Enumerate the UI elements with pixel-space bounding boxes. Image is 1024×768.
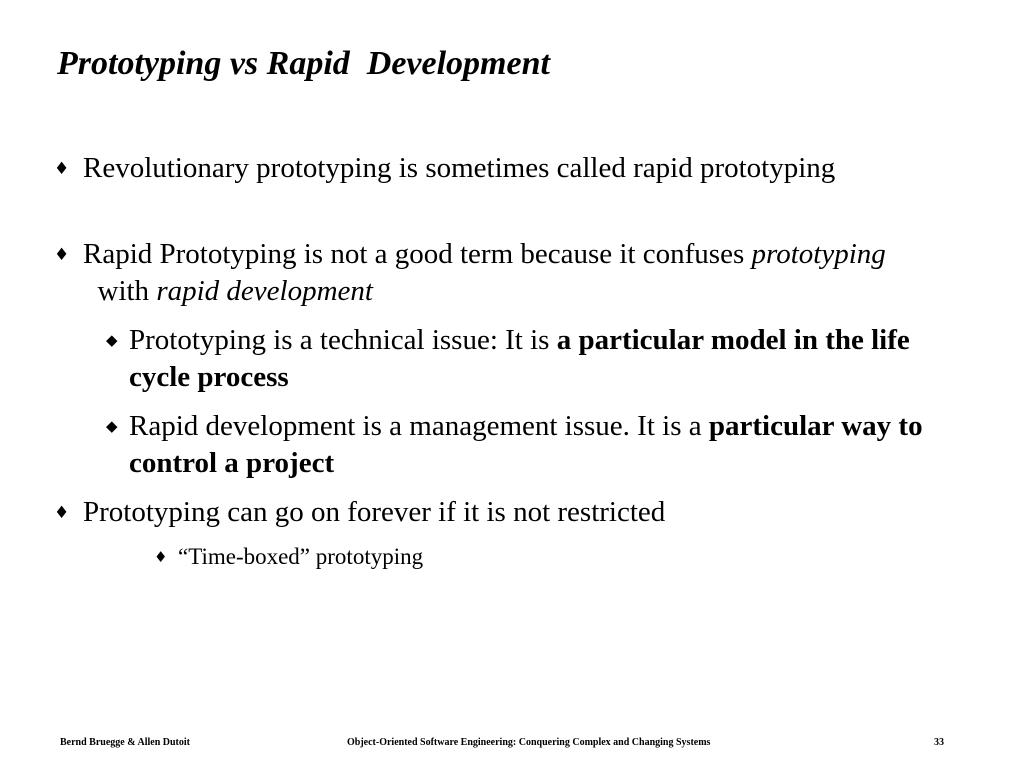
diamond-bullet-icon: ♦ bbox=[154, 548, 168, 566]
italic-term-prototyping: prototyping bbox=[751, 238, 886, 270]
bullet-rapid-prototyping-term bbox=[54, 236, 903, 310]
bullet-text-connector: with bbox=[83, 275, 157, 307]
bold-emphasis: a particular model in the life cycle process bbox=[129, 324, 910, 393]
bullet-text: Prototyping is a technical issue: It is bbox=[129, 324, 557, 356]
diamond-bullet-icon: ♦ bbox=[54, 245, 70, 265]
bullet-text: Prototyping can go on forever if it is not restricted bbox=[83, 496, 666, 528]
diamond-bullet-icon: ♦ bbox=[54, 503, 70, 523]
bullet-text: Revolutionary prototyping is sometimes called rapid prototyping bbox=[83, 152, 836, 184]
bold-emphasis: particular way to control a project bbox=[129, 410, 923, 479]
sub-bullet-management-issue bbox=[106, 408, 949, 482]
sub-bullet-time-boxed bbox=[154, 542, 778, 572]
slide-title: Prototyping vs Rapid Development bbox=[57, 45, 550, 82]
footer-authors: Bernd Bruegge & Allen Dutoit bbox=[60, 737, 190, 748]
bullet-prototyping-forever bbox=[54, 494, 903, 531]
diamond-bullet-icon: ◆ bbox=[106, 331, 118, 349]
bullet-text: Rapid Prototyping is not a good term because it confuses bbox=[83, 238, 752, 270]
bullet-text: Rapid development is a management issue. It is a bbox=[129, 410, 709, 442]
diamond-bullet-icon: ♦ bbox=[54, 159, 70, 179]
sub-bullet-technical-issue bbox=[106, 322, 959, 396]
footer-book-title: Object-Oriented Software Engineering: Conquering Complex and Changing Systems bbox=[347, 737, 711, 748]
footer-page-number: 33 bbox=[934, 737, 944, 748]
italic-term-rapid-development: rapid development bbox=[156, 275, 373, 307]
bullet-text: “Time-boxed” prototyping bbox=[178, 544, 424, 569]
bullet-revolutionary-prototyping bbox=[54, 150, 883, 187]
diamond-bullet-icon: ◆ bbox=[106, 417, 118, 435]
